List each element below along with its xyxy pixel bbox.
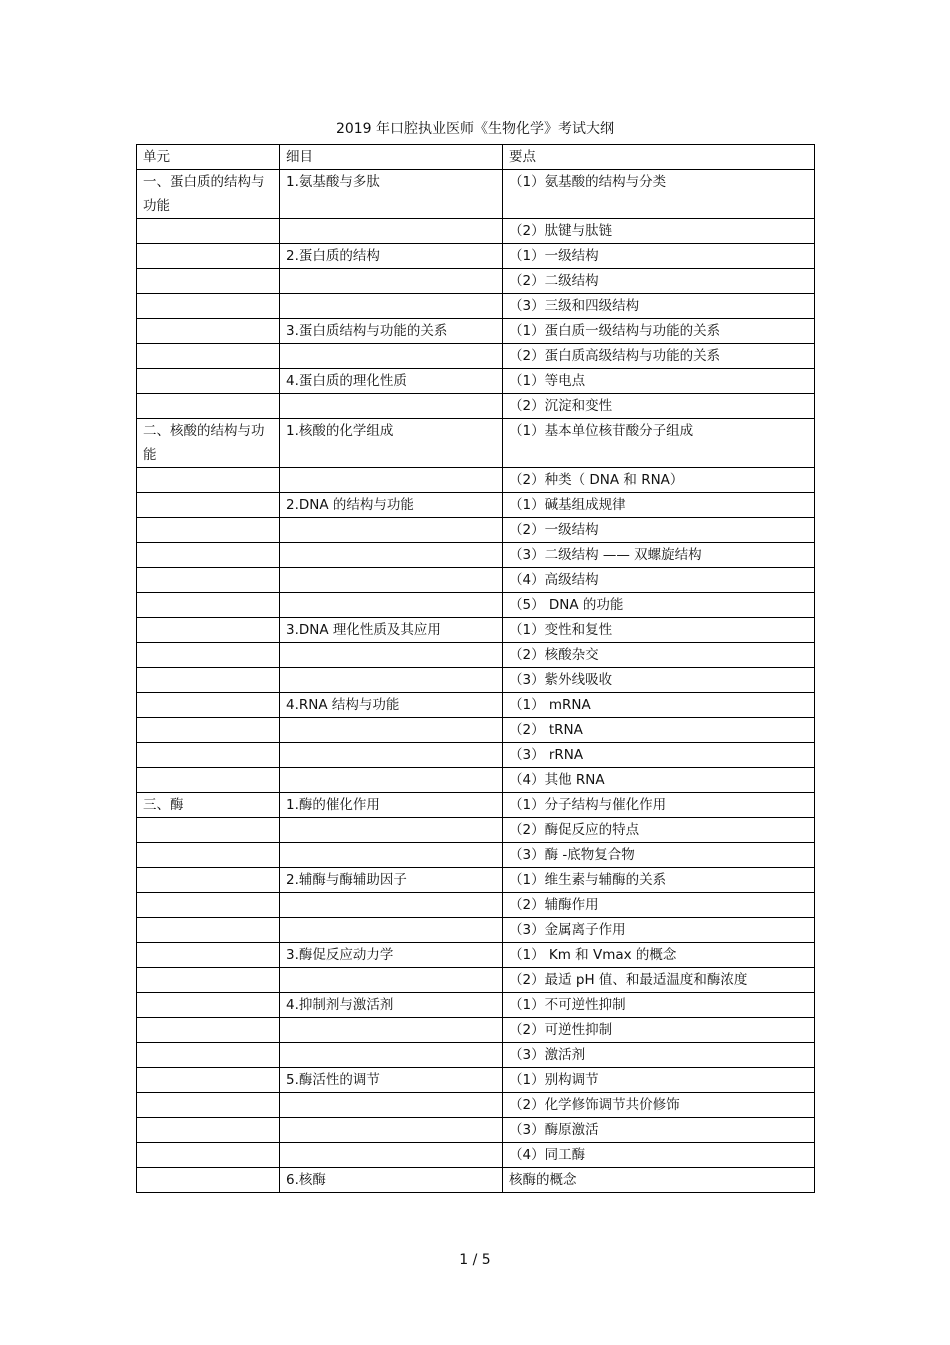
unit-cell: [137, 244, 280, 269]
unit-cell: [137, 1118, 280, 1143]
point-cell: （1）蛋白质一级结构与功能的关系: [503, 319, 815, 344]
point-cell: （2）核酸杂交: [503, 643, 815, 668]
unit-cell: [137, 294, 280, 319]
unit-cell: [137, 269, 280, 294]
page-title: 2019 年口腔执业医师《生物化学》考试大纲: [335, 121, 615, 137]
item-cell: 6.核酶: [280, 1168, 503, 1193]
item-cell: [280, 344, 503, 369]
unit-cell: [137, 743, 280, 768]
table-row: [137, 968, 815, 993]
point-cell: （2）蛋白质高级结构与功能的关系: [503, 344, 815, 369]
item-cell: [280, 843, 503, 868]
point-cell: （1）维生素与辅酶的关系: [503, 868, 815, 893]
point-cell: （5） DNA 的功能: [503, 593, 815, 618]
item-cell: [280, 918, 503, 943]
item-cell: [280, 543, 503, 568]
unit-cell: [137, 718, 280, 743]
table-row: [137, 1068, 815, 1093]
point-cell: （2）辅酶作用: [503, 893, 815, 918]
item-cell: 1.核酸的化学组成: [280, 419, 503, 468]
table-row: [137, 893, 815, 918]
table-row: [137, 468, 815, 493]
table-row: [137, 568, 815, 593]
exam-outline-table: [136, 144, 815, 1193]
table-row: [137, 793, 815, 818]
item-cell: 5.酶活性的调节: [280, 1068, 503, 1093]
table-row: [137, 743, 815, 768]
item-cell: [280, 468, 503, 493]
unit-cell: [137, 543, 280, 568]
point-cell: （3）三级和四级结构: [503, 294, 815, 319]
item-cell: 4.RNA 结构与功能: [280, 693, 503, 718]
unit-cell: [137, 319, 280, 344]
item-cell: 2.蛋白质的结构: [280, 244, 503, 269]
point-cell: （2）肽键与肽链: [503, 219, 815, 244]
unit-cell: [137, 369, 280, 394]
item-cell: 4.抑制剂与激活剂: [280, 993, 503, 1018]
item-cell: [280, 1018, 503, 1043]
header-item: 细目: [280, 145, 503, 170]
table-row: [137, 643, 815, 668]
unit-cell: 一、蛋白质的结构与功能: [137, 170, 280, 219]
unit-cell: [137, 568, 280, 593]
table-row: [137, 993, 815, 1018]
table-row: [137, 818, 815, 843]
item-cell: [280, 1118, 503, 1143]
table-row: [137, 294, 815, 319]
point-cell: （1）氨基酸的结构与分类: [503, 170, 815, 219]
table-body: [137, 170, 815, 1193]
point-cell: （1）变性和复性: [503, 618, 815, 643]
item-cell: [280, 294, 503, 319]
table-row: [137, 1143, 815, 1168]
unit-cell: [137, 1168, 280, 1193]
item-cell: 3.酶促反应动力学: [280, 943, 503, 968]
point-cell: （1）等电点: [503, 369, 815, 394]
table-row: [137, 219, 815, 244]
item-cell: [280, 593, 503, 618]
item-cell: [280, 743, 503, 768]
item-cell: [280, 219, 503, 244]
unit-cell: [137, 468, 280, 493]
unit-cell: [137, 668, 280, 693]
item-cell: 3.蛋白质结构与功能的关系: [280, 319, 503, 344]
unit-cell: [137, 1143, 280, 1168]
table-row: [137, 618, 815, 643]
point-cell: （3）金属离子作用: [503, 918, 815, 943]
point-cell: （3）激活剂: [503, 1043, 815, 1068]
unit-cell: [137, 1093, 280, 1118]
unit-cell: [137, 818, 280, 843]
point-cell: （4）其他 RNA: [503, 768, 815, 793]
item-cell: 1.酶的催化作用: [280, 793, 503, 818]
point-cell: （3）紫外线吸收: [503, 668, 815, 693]
item-cell: [280, 1093, 503, 1118]
unit-cell: [137, 618, 280, 643]
item-cell: [280, 893, 503, 918]
item-cell: [280, 568, 503, 593]
table-row: [137, 1018, 815, 1043]
point-cell: 核酶的概念: [503, 1168, 815, 1193]
point-cell: （2）酶促反应的特点: [503, 818, 815, 843]
unit-cell: [137, 344, 280, 369]
point-cell: （4）同工酶: [503, 1143, 815, 1168]
table-row: [137, 319, 815, 344]
table-row: [137, 943, 815, 968]
point-cell: （2）最适 pH 值、和最适温度和酶浓度: [503, 968, 815, 993]
unit-cell: [137, 893, 280, 918]
table-row: [137, 493, 815, 518]
unit-cell: [137, 943, 280, 968]
table-header-row: [137, 145, 815, 170]
unit-cell: [137, 219, 280, 244]
table-row: [137, 718, 815, 743]
header-point: 要点: [503, 145, 815, 170]
table-row: [137, 269, 815, 294]
point-cell: （2）可逆性抑制: [503, 1018, 815, 1043]
point-cell: （4）高级结构: [503, 568, 815, 593]
page-number: 1 / 5: [459, 1252, 491, 1268]
point-cell: （1）一级结构: [503, 244, 815, 269]
point-cell: （3）二级结构 —— 双螺旋结构: [503, 543, 815, 568]
unit-cell: 三、酶: [137, 793, 280, 818]
point-cell: （2）一级结构: [503, 518, 815, 543]
unit-cell: [137, 693, 280, 718]
unit-cell: [137, 493, 280, 518]
table-row: [137, 344, 815, 369]
point-cell: （1）基本单位核苷酸分子组成: [503, 419, 815, 468]
unit-cell: [137, 643, 280, 668]
item-cell: 1.氨基酸与多肽: [280, 170, 503, 219]
item-cell: 3.DNA 理化性质及其应用: [280, 618, 503, 643]
item-cell: 4.蛋白质的理化性质: [280, 369, 503, 394]
item-cell: 2.辅酶与酶辅助因子: [280, 868, 503, 893]
unit-cell: [137, 868, 280, 893]
unit-cell: [137, 918, 280, 943]
unit-cell: [137, 394, 280, 419]
table-row: [137, 369, 815, 394]
point-cell: （1）碱基组成规律: [503, 493, 815, 518]
unit-cell: [137, 768, 280, 793]
unit-cell: [137, 843, 280, 868]
table-row: [137, 693, 815, 718]
item-cell: [280, 1043, 503, 1068]
unit-cell: [137, 993, 280, 1018]
unit-cell: [137, 593, 280, 618]
point-cell: （2） tRNA: [503, 718, 815, 743]
table-row: [137, 244, 815, 269]
point-cell: （2）种类（ DNA 和 RNA）: [503, 468, 815, 493]
table-row: [137, 593, 815, 618]
point-cell: （1）分子结构与催化作用: [503, 793, 815, 818]
item-cell: [280, 1143, 503, 1168]
unit-cell: 二、核酸的结构与功能: [137, 419, 280, 468]
item-cell: [280, 668, 503, 693]
header-unit: 单元: [137, 145, 280, 170]
table-row: [137, 843, 815, 868]
table-row: [137, 419, 815, 468]
point-cell: （1） mRNA: [503, 693, 815, 718]
table-row: [137, 170, 815, 219]
point-cell: （2）沉淀和变性: [503, 394, 815, 419]
unit-cell: [137, 1018, 280, 1043]
point-cell: （1） Km 和 Vmax 的概念: [503, 943, 815, 968]
item-cell: [280, 818, 503, 843]
table-row: [137, 918, 815, 943]
table-row: [137, 1168, 815, 1193]
unit-cell: [137, 1068, 280, 1093]
item-cell: [280, 643, 503, 668]
point-cell: （3）酶 -底物复合物: [503, 843, 815, 868]
item-cell: [280, 518, 503, 543]
item-cell: [280, 968, 503, 993]
table-row: [137, 768, 815, 793]
point-cell: （1）别构调节: [503, 1068, 815, 1093]
table-row: [137, 394, 815, 419]
table-row: [137, 668, 815, 693]
item-cell: [280, 718, 503, 743]
unit-cell: [137, 518, 280, 543]
table-row: [137, 543, 815, 568]
point-cell: （2）二级结构: [503, 269, 815, 294]
table-row: [137, 868, 815, 893]
point-cell: （1）不可逆性抑制: [503, 993, 815, 1018]
unit-cell: [137, 1043, 280, 1068]
item-cell: [280, 768, 503, 793]
point-cell: （3） rRNA: [503, 743, 815, 768]
unit-cell: [137, 968, 280, 993]
table-row: [137, 518, 815, 543]
item-cell: 2.DNA 的结构与功能: [280, 493, 503, 518]
item-cell: [280, 394, 503, 419]
point-cell: （3）酶原激活: [503, 1118, 815, 1143]
table-row: [137, 1118, 815, 1143]
item-cell: [280, 269, 503, 294]
table-row: [137, 1093, 815, 1118]
point-cell: （2）化学修饰调节共价修饰: [503, 1093, 815, 1118]
table-row: [137, 1043, 815, 1068]
